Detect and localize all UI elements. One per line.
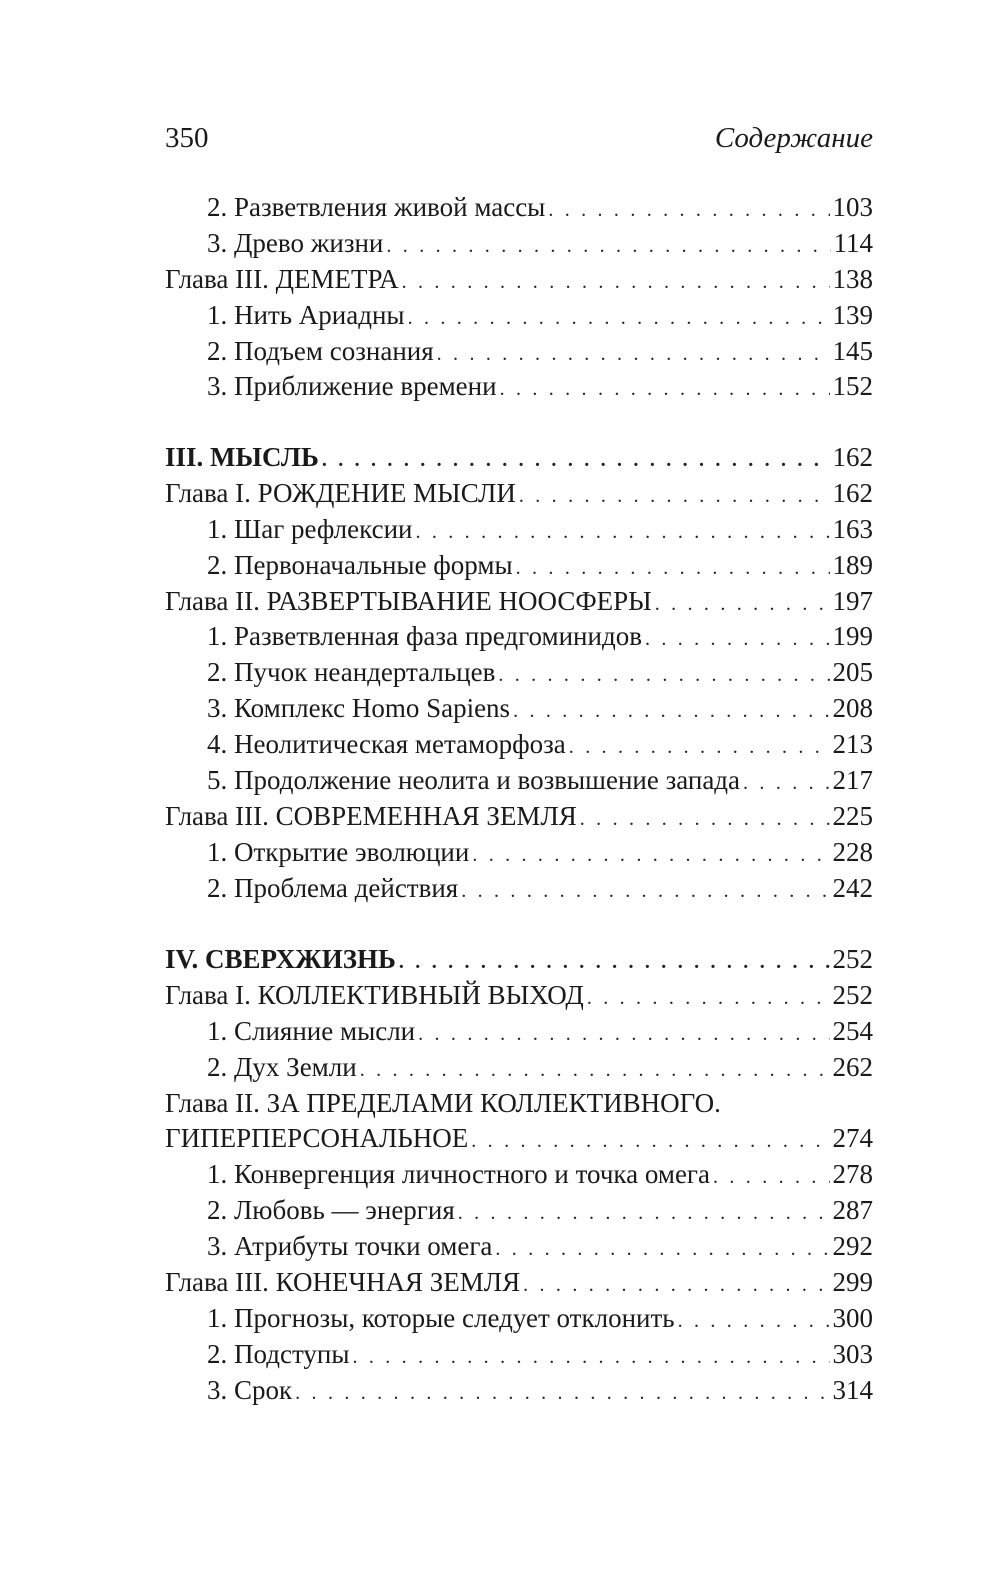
toc-entry-label: 2. Любовь — энергия [207,1195,455,1226]
toc-entry-label: 2. Первоначальные формы [207,549,513,580]
toc-entry-label: Глава II. ЗА ПРЕДЕЛАМИ КОЛЛЕКТИВНОГО. [165,1087,721,1118]
toc-entry-page: 254 [832,1015,873,1046]
toc-entry-label: 3. Атрибуты точки омега [207,1231,493,1262]
dot-leader [360,1053,830,1089]
toc-entry-label: 2. Дух Земли [207,1051,357,1082]
dot-leader [437,337,830,373]
dot-leader [548,193,829,229]
dot-leader [519,479,830,515]
running-head [165,118,873,158]
dot-leader [513,694,829,730]
dot-leader [655,587,830,623]
toc-chapter [165,584,873,620]
dot-leader [402,265,830,301]
dot-leader [352,1340,829,1376]
toc-entry-page: 274 [832,1123,873,1154]
toc-entry-label: 2. Подступы [207,1338,350,1369]
dot-leader [295,1376,829,1412]
toc-entry-label: 1. Открытие эволюции [207,836,470,867]
toc-entry [165,1301,873,1337]
toc-entry-page: 205 [832,657,873,688]
toc-entry-page: 103 [832,192,873,222]
toc-chapter [165,476,873,512]
toc-entry [165,298,873,334]
toc-entry-page: 287 [832,1195,873,1226]
toc-entry [165,334,873,370]
toc-entry [165,1337,873,1373]
toc-entry-label: Глава II. РАЗВЕРТЫВАНИЕ НООСФЕРЫ [165,585,652,616]
toc-entry [165,1229,873,1265]
toc-entry-page: 145 [832,335,873,366]
toc-entry-label: 1. Нить Ариадны [207,299,405,330]
toc-entry-page: 189 [832,549,873,580]
toc-entry-label: 2. Проблема действия [207,872,459,903]
dot-leader [498,658,829,694]
dot-leader [743,766,829,802]
toc-entry [165,655,873,691]
dot-leader [408,301,830,337]
toc-entry [165,548,873,584]
toc-chapter [165,1265,873,1301]
dot-leader [399,945,830,981]
toc-entry-label-cont: ГИПЕРПЕРСОНАЛЬНОЕ [165,1123,469,1154]
toc-part [165,942,873,978]
dot-leader [569,730,830,766]
toc-entry-page: 213 [832,729,873,760]
toc-entry-label: 5. Продолжение неолита и возвышение запада [207,765,741,796]
toc-entry [165,1193,873,1229]
toc-entry-label: 2. Подъем сознания [207,335,434,366]
toc-entry-page: 138 [832,263,873,294]
dot-leader [678,1304,830,1340]
toc-block [165,190,873,405]
toc-entry-page: 152 [832,371,873,402]
dot-leader [580,802,830,838]
toc-part [165,440,873,476]
toc-entry-page: 242 [832,872,873,903]
toc-entry [165,619,873,655]
toc-entry [165,727,873,763]
toc-chapter [165,799,873,835]
toc-entry-page: 228 [832,836,873,867]
toc-block [165,942,873,1409]
toc-entry-label: 1. Разветвленная фаза предгоминидов [207,621,642,652]
dot-leader [386,229,830,265]
toc-chapter-line1 [165,1086,873,1122]
dot-leader [415,515,829,551]
toc-entry-page: 314 [832,1374,873,1405]
toc-entry-label: Глава III. СОВРЕМЕННАЯ ЗЕМЛЯ [165,800,577,831]
toc-entry-label: 1. Шаг рефлексии [207,513,413,544]
toc-entry [165,1050,873,1086]
dot-leader [516,551,830,587]
toc-entry-page: 225 [832,800,873,831]
toc-entry-label: Глава III. КОНЕЧНАЯ ЗЕМЛЯ [165,1267,521,1298]
toc-entry-label: 2. Разветвления живой массы [207,192,546,222]
toc-entry-page: 163 [832,513,873,544]
toc-entry-label: IV. СВЕРХЖИЗНЬ [165,944,396,974]
toc-entry-page: 197 [832,585,873,616]
dot-leader [500,372,830,408]
dot-leader [713,1160,830,1196]
dot-leader [495,1232,829,1268]
toc-chapter [165,262,873,298]
toc-entry [165,190,873,226]
toc-entry-label: Глава III. ДЕМЕТРА [165,263,399,294]
dot-leader [587,981,830,1017]
toc-entry-label: 4. Неолитическая метаморфоза [207,729,566,760]
toc-entry [165,691,873,727]
toc-entry-label: Глава I. КОЛЛЕКТИВНЫЙ ВЫХОД [165,979,584,1010]
toc-entry [165,1014,873,1050]
dot-leader [458,1196,830,1232]
toc-block [165,440,873,907]
toc-entry-page: 252 [832,944,873,974]
toc-entry [165,835,873,871]
toc-entry-page: 299 [832,1267,873,1298]
toc-entry-label: 1. Конвергенция личностного и точка омега [207,1159,710,1190]
dot-leader [461,874,829,910]
toc-entry [165,369,873,405]
toc-entry-page: 162 [832,442,873,472]
toc-entry [165,1157,873,1193]
toc-chapter [165,978,873,1014]
dot-leader [523,1268,829,1304]
toc-entry [165,226,873,262]
page-number: 350 [165,122,209,154]
toc-entry-page: 217 [832,765,873,796]
toc-entry-page: 114 [833,227,873,258]
dot-leader [322,443,830,479]
toc-chapter [165,1121,873,1157]
toc-entry [165,763,873,799]
toc-entry-label: 1. Слияние мысли [207,1015,416,1046]
toc-entry-page: 162 [832,477,873,508]
toc-entry-page: 303 [832,1338,873,1369]
dot-leader [471,1124,829,1160]
section-title: Содержание [714,122,873,154]
toc-entry-label: Глава I. РОЖДЕНИЕ МЫСЛИ [165,477,516,508]
toc-entry [165,1373,873,1409]
toc-entry-label: 1. Прогнозы, которые следует отклонить [207,1302,675,1333]
dot-leader [645,622,830,658]
toc-entry-label: 3. Комплекс Homo Sapiens [207,693,511,724]
toc-entry [165,871,873,907]
toc-entry-label: 3. Приближение времени [207,371,497,402]
toc-entry-label: 3. Древо жизни [207,227,384,258]
toc-entry-page: 300 [832,1302,873,1333]
toc-entry-page: 262 [832,1051,873,1082]
dot-leader [418,1017,829,1053]
toc-entry-label: III. МЫСЛЬ [165,442,319,472]
toc-entry-label: 3. Срок [207,1374,293,1405]
toc-entry-page: 208 [832,693,873,724]
dot-leader [472,838,829,874]
toc-entry-label: 2. Пучок неандертальцев [207,657,496,688]
toc-entry [165,512,873,548]
toc-entry-page: 252 [832,979,873,1010]
toc-entry-page: 199 [832,621,873,652]
toc-entry-page: 139 [832,299,873,330]
toc-entry-page: 278 [832,1159,873,1190]
toc-entry-page: 292 [832,1231,873,1262]
